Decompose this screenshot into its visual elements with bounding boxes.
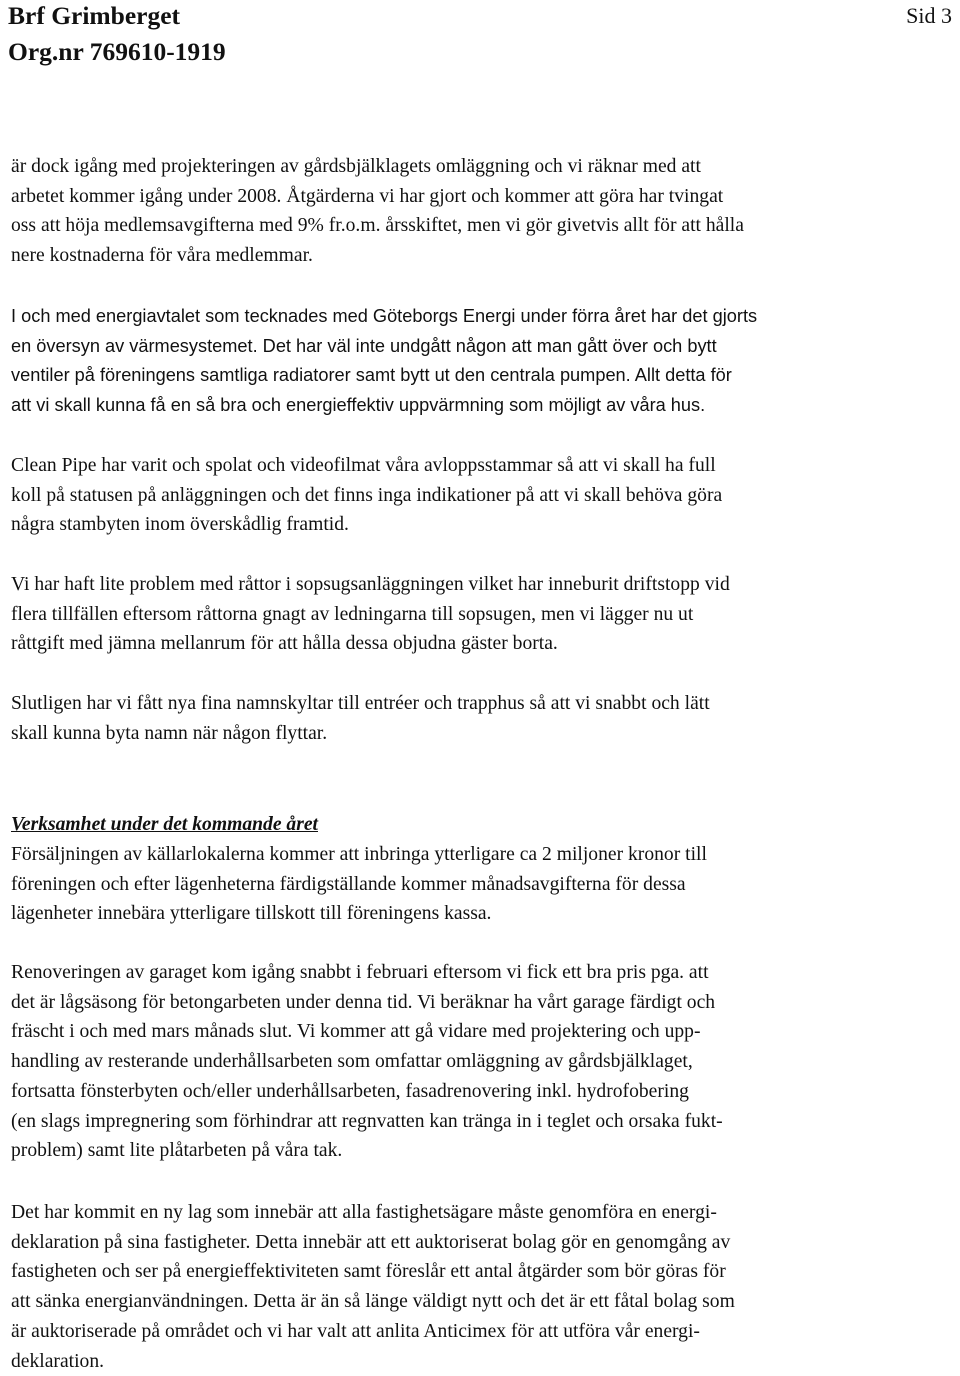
page-number: Sid 3 xyxy=(906,3,952,28)
organization-name: Brf Grimberget xyxy=(8,1,181,30)
paragraph-line: är auktoriserade på området och vi har valt att anlita Anticimex för att utföra vår energi- xyxy=(11,1320,700,1342)
paragraph-line: Clean Pipe har varit och spolat och videofilmat våra avloppsstammar så att vi skall ha full xyxy=(11,455,716,476)
paragraph-line: handling av resterande underhållsarbeten som omfattar omläggning av gårdsbjälklaget, xyxy=(11,1051,693,1073)
paragraph-line: Det har kommit en ny lag som innebär att alla fastighetsägare måste genomföra en energi- xyxy=(11,1202,717,1223)
paragraph-basement-sale xyxy=(11,840,959,929)
paragraph-clean-pipe xyxy=(11,451,959,540)
paragraph-line: oss att höja medlemsavgifterna med 9% fr.o.m. årsskiftet, men vi gör givetvis allt för att hålla xyxy=(11,215,744,237)
paragraph-line: I och med energiavtalet som tecknades med Göteborgs Energi under förra året har det gjorts xyxy=(11,306,758,326)
paragraph-line: föreningen och efter lägenheterna färdigställande kommer månadsavgifterna för dessa xyxy=(11,873,686,895)
organization-number: Org.nr 769610-1919 xyxy=(8,37,226,66)
paragraph-line: är dock igång med projekteringen av gårdsbjälklagets omläggning och vi räknar med att xyxy=(11,156,701,177)
paragraph-line: koll på statusen på anläggningen och det finns inga indikationer på att vi skall behöva göra xyxy=(11,484,723,506)
paragraph-line: Vi har haft lite problem med råttor i sopsugsanläggningen vilket har inneburit driftstopp vid xyxy=(11,574,730,595)
paragraph-line: det är lågsäsong för betongarbeten under denna tid. Vi beräknar ha vårt garage färdigt och xyxy=(11,991,716,1013)
paragraph-line: (en slags impregnering som förhindrar att regnvatten kan tränga in i teglet och orsaka fukt- xyxy=(11,1110,723,1132)
paragraph-line: flera tillfällen eftersom råttorna gnagt av ledningarna till sopsugen, men vi lägger nu ut xyxy=(11,603,694,625)
paragraph-line: lägenheter innebära ytterligare tillskott till föreningens kassa. xyxy=(11,903,492,925)
paragraph-garden-deck xyxy=(11,152,959,271)
paragraph-line: deklaration på sina fastigheter. Detta innebär att ett auktoriserat bolag gör en genomgång av xyxy=(11,1231,731,1253)
paragraph-line: fastigheten och ser på energieffektiviteten samt föreslår ett antal åtgärder som bör göras för xyxy=(11,1261,726,1283)
paragraph-line: skall kunna byta namn när någon flyttar. xyxy=(11,722,328,744)
paragraph-line: fortsatta fönsterbyten och/eller underhållsarbeten, fasadrenovering inkl. hydrofobering xyxy=(11,1080,689,1102)
paragraph-line: råttgift med jämna mellanrum för att hålla dessa objudna gäster borta. xyxy=(11,633,558,655)
paragraph-line: Slutligen har vi fått nya fina namnskyltar till entréer och trapphus så att vi snabbt och lätt xyxy=(11,693,710,714)
paragraph-line: några stambyten inom överskådlig framtid. xyxy=(11,514,349,536)
paragraph-energy-declaration xyxy=(11,1198,959,1376)
paragraph-line: arbetet kommer igång under 2008. Åtgärderna vi har gjort och kommer att göra har tvingat xyxy=(11,185,724,207)
paragraph-line: Försäljningen av källarlokalerna kommer att inbringa ytterligare ca 2 miljoner kronor till xyxy=(11,844,707,865)
paragraph-line: ventiler på föreningens samtliga radiatorer samt bytt ut den centrala pumpen. Allt detta för xyxy=(11,365,732,386)
paragraph-garage-renovation xyxy=(11,958,959,1166)
paragraph-line: att vi skall kunna få en så bra och energieffektiv uppvärmning som möjligt av våra hus. xyxy=(11,395,706,416)
paragraph-energy-agreement xyxy=(11,302,959,421)
paragraph-line: fräscht i och med mars månads slut. Vi kommer att gå vidare med projektering och upp- xyxy=(11,1021,701,1043)
paragraph-line: nere kostnaderna för våra medlemmar. xyxy=(11,245,313,267)
paragraph-line: deklaration. xyxy=(11,1350,105,1372)
paragraph-line: en översyn av värmesystemet. Det har väl inte undgått någon att man gått över och bytt xyxy=(11,335,717,356)
section-heading: Verksamhet under det kommande året xyxy=(11,814,318,835)
paragraph-line: att sänka energianvändningen. Detta är än så länge väldigt nytt och det är ett fåtal bolag som xyxy=(11,1291,735,1313)
paragraph-line: Renoveringen av garaget kom igång snabbt i februari eftersom vi fick ett bra pris pga. att xyxy=(11,962,709,983)
paragraph-rats xyxy=(11,570,959,659)
paragraph-line: problem) samt lite plåtarbeten på våra tak. xyxy=(11,1140,343,1162)
paragraph-name-signs xyxy=(11,689,959,748)
